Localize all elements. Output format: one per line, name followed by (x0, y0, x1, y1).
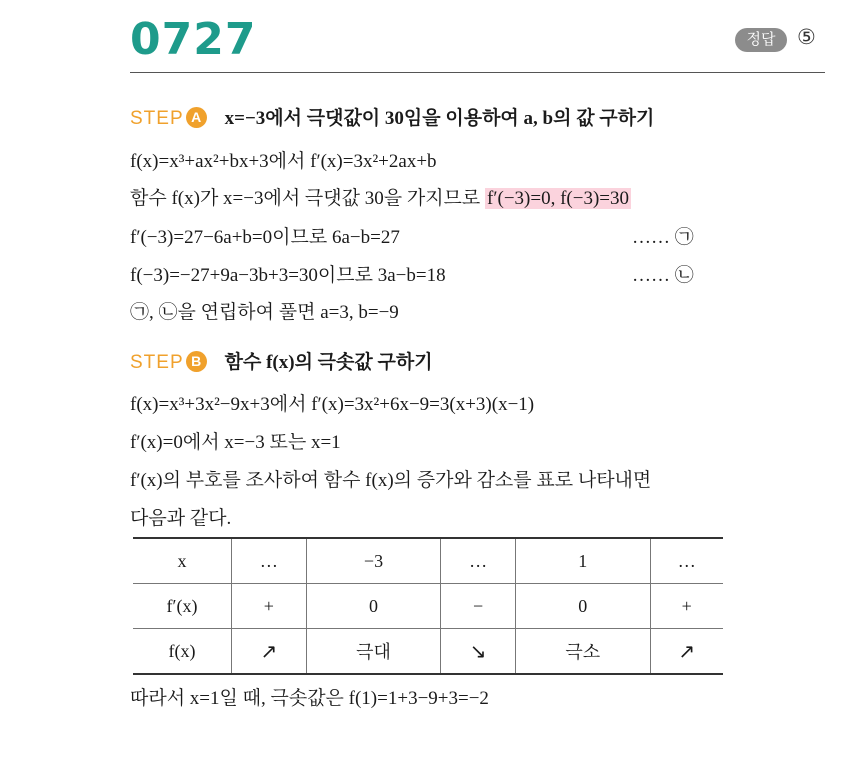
answer-badge: 정답 (735, 28, 787, 52)
step-a-line-3: f′(−3)=27−6a+b=0이므로 6a−b=27 (130, 227, 400, 248)
step-b-label: STEP (130, 352, 184, 373)
header-divider (130, 72, 825, 73)
table-cell: … (441, 538, 516, 584)
table-cell: f′(x) (133, 584, 232, 629)
step-a-heading (130, 103, 654, 130)
step-b-title: 함수 f(x)의 극솟값 구하기 (224, 352, 433, 373)
step-a-line-5: ㉠, ㉡을 연립하여 풀면 a=3, b=−9 (130, 302, 399, 323)
answer-value: ⑤ (797, 25, 816, 49)
table-cell: 1 (516, 538, 651, 584)
step-b-letter-badge: B (186, 351, 207, 372)
table-row-x (133, 538, 723, 584)
step-b-line-2: f′(x)=0에서 x=−3 또는 x=1 (130, 432, 341, 453)
increasing-arrow-icon: ↗ (232, 629, 307, 675)
table-cell: − (441, 584, 516, 629)
table-cell: + (650, 584, 723, 629)
sign-table (133, 537, 723, 675)
table-cell: f(x) (133, 629, 232, 675)
conclusion: 따라서 x=1일 때, 극솟값은 f(1)=1+3−9+3=−2 (130, 688, 489, 709)
equation-tag-1: …… ㉠ (632, 227, 694, 248)
step-a-line-2-text: 함수 f(x)가 x=−3에서 극댓값 30을 가지므로 (130, 188, 486, 209)
step-a-line-1: f(x)=x³+ax²+bx+3에서 f′(x)=3x²+2ax+b (130, 151, 437, 172)
table-cell: −3 (306, 538, 441, 584)
step-a-highlight: f′(−3)=0, f(−3)=30 (487, 188, 629, 209)
local-max-cell: 극대 (306, 629, 441, 675)
table-cell: x (133, 538, 232, 584)
problem-number: 0727 (130, 14, 257, 65)
step-a-line-4: f(−3)=−27+9a−3b+3=30이므로 3a−b=18 (130, 265, 446, 286)
table-cell: + (232, 584, 307, 629)
step-a-line-2 (130, 183, 631, 210)
step-b-line-4: 다음과 같다. (130, 508, 232, 529)
table-cell: … (232, 538, 307, 584)
step-b-line-3: f′(x)의 부호를 조사하여 함수 f(x)의 증가와 감소를 표로 나타내면 (130, 470, 652, 491)
decreasing-arrow-icon: ↘ (441, 629, 516, 675)
table-row-derivative (133, 584, 723, 629)
step-b-heading (130, 347, 433, 374)
table-cell: 0 (306, 584, 441, 629)
equation-tag-2: …… ㉡ (632, 265, 694, 286)
step-a-label: STEP (130, 108, 184, 129)
table-cell: 0 (516, 584, 651, 629)
table-cell: … (650, 538, 723, 584)
step-a-title: x=−3에서 극댓값이 30임을 이용하여 a, b의 값 구하기 (224, 108, 655, 129)
step-b-line-1: f(x)=x³+3x²−9x+3에서 f′(x)=3x²+6x−9=3(x+3)(x−1) (130, 394, 535, 415)
local-min-cell: 극소 (516, 629, 651, 675)
increasing-arrow-icon: ↗ (650, 629, 723, 675)
step-a-letter-badge: A (186, 107, 207, 128)
table-row-function (133, 629, 723, 675)
